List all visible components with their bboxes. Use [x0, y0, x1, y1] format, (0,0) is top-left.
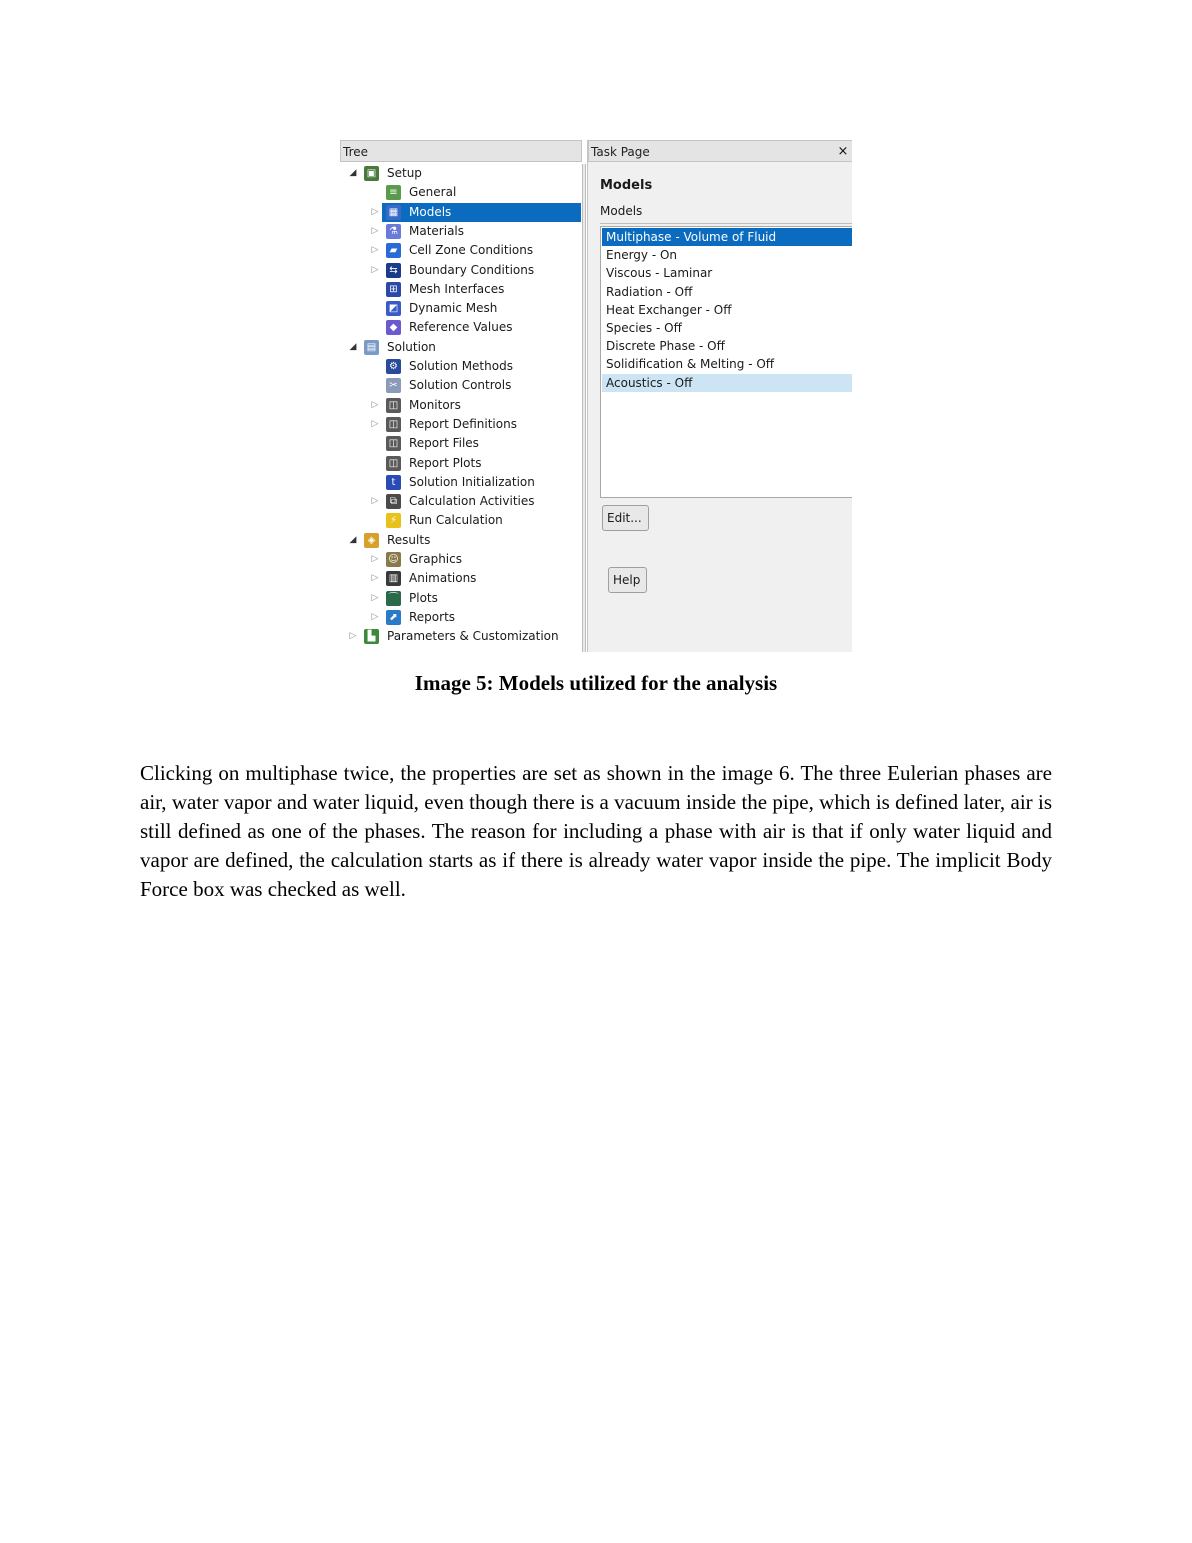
tree-item-label: Run Calculation	[409, 513, 503, 528]
parameters-icon: ▙	[364, 629, 379, 644]
reports-icon: ⬈	[386, 610, 401, 625]
tree-item-label: Solution Methods	[409, 359, 513, 373]
figure-caption: Image 5: Models utilized for the analysis	[414, 671, 778, 695]
expand-arrow-icon[interactable]: ▷	[371, 264, 379, 275]
tree-item-label: Mesh Interfaces	[409, 281, 505, 296]
tree-item-reports[interactable]	[340, 608, 582, 627]
tree-item-label: Models	[409, 204, 452, 219]
tree-item-label: Materials	[409, 223, 465, 238]
fluent-screenshot	[340, 140, 852, 652]
tree-item-calculation-activities[interactable]	[340, 492, 582, 511]
tree-item-label: Solution Initialization	[409, 474, 535, 489]
general-icon: ≡	[386, 185, 401, 200]
tree-item-solution-methods[interactable]	[340, 357, 582, 376]
tree-item-setup[interactable]	[340, 164, 582, 183]
tree-item-general[interactable]	[340, 183, 582, 202]
dynamic-mesh-icon: ◩	[386, 301, 401, 316]
panel-splitter[interactable]	[582, 164, 586, 652]
tree-item-report-files[interactable]	[340, 434, 582, 453]
tree-item-label: Report Files	[409, 436, 479, 451]
tree-body	[340, 164, 582, 652]
report-definitions-icon: ◫	[386, 417, 401, 432]
task-page-title: Models	[600, 178, 653, 193]
tree-item-label: Calculation Activities	[409, 494, 535, 509]
expand-arrow-icon[interactable]: ▷	[371, 206, 379, 217]
tree-item-label: Setup	[387, 166, 422, 180]
model-list-item[interactable]: Discrete Phase - Off	[606, 339, 725, 354]
tree-item-boundary-conditions[interactable]	[340, 261, 582, 280]
tree-item-label: Monitors	[409, 397, 461, 412]
tree-item-mesh-interfaces[interactable]	[340, 280, 582, 299]
expand-arrow-icon[interactable]: ▷	[371, 592, 379, 603]
tree-item-label: Cell Zone Conditions	[409, 243, 534, 258]
tree-item-label: Plots	[409, 590, 438, 605]
models-listbox[interactable]	[600, 226, 852, 498]
tree-item-cell-zone-conditions[interactable]	[340, 241, 582, 260]
tree-item-graphics[interactable]	[340, 550, 582, 569]
plots-icon: ⌒	[386, 591, 401, 606]
tree-panel	[340, 140, 582, 652]
tree-item-plots[interactable]	[340, 589, 582, 608]
boundary-icon: ⇆	[386, 263, 401, 278]
tree-item-reference-values[interactable]	[340, 318, 582, 337]
tree-item-report-definitions[interactable]	[340, 415, 582, 434]
cell-zone-icon: ▰	[386, 243, 401, 258]
task-page-panel	[587, 140, 852, 652]
reference-values-icon: ◆	[386, 320, 401, 335]
calculation-activities-icon: ⧉	[386, 494, 401, 509]
tree-item-label: Boundary Conditions	[409, 262, 535, 277]
models-group-label: Models	[600, 204, 643, 218]
collapse-arrow-icon[interactable]: ◢	[349, 168, 357, 178]
tree-item-label: Dynamic Mesh	[409, 301, 498, 316]
expand-arrow-icon[interactable]: ▷	[371, 225, 379, 236]
results-icon: ◈	[364, 533, 379, 548]
solution-initialization-icon: t	[386, 475, 401, 490]
expand-arrow-icon[interactable]: ▷	[349, 631, 357, 642]
close-icon[interactable]: ×	[837, 144, 849, 159]
mesh-interfaces-icon: ⊞	[386, 282, 401, 297]
model-list-item[interactable]: Multiphase - Volume of Fluid	[602, 228, 852, 246]
tree-item-solution[interactable]	[340, 338, 582, 357]
group-divider	[600, 223, 852, 224]
tree-item-label: Results	[387, 532, 431, 547]
tree-item-report-plots[interactable]	[340, 454, 582, 473]
models-icon: ▦	[386, 205, 401, 220]
tree-item-solution-controls[interactable]	[340, 376, 582, 395]
model-list-item[interactable]: Species - Off	[606, 321, 682, 335]
solution-controls-icon: ✂	[386, 378, 401, 393]
expand-arrow-icon[interactable]: ▷	[371, 496, 379, 507]
expand-arrow-icon[interactable]: ▷	[371, 554, 379, 564]
model-list-item[interactable]: Radiation - Off	[606, 284, 693, 299]
task-page-header-label: Task Page	[591, 145, 650, 159]
tree-item-label: Report Definitions	[409, 416, 517, 431]
tree-item-run-calculation[interactable]	[340, 511, 582, 530]
expand-arrow-icon[interactable]: ▷	[371, 245, 379, 256]
materials-icon: ⚗	[386, 224, 401, 239]
model-list-item[interactable]: Energy - On	[606, 248, 678, 263]
body-paragraph: Clicking on multiphase twice, the properties are set as shown in the image 6. The three Eulerian phases are air, water vapor and water liquid, even though there is a vacuum inside the pipe, which is defined later, air is still defined as one of the phases. The reason for including a phase with air is that if only water liquid and vapor are defined, the calculation starts as if there is already water vapor inside the pipe. The implicit Body Force box was checked as well.	[140, 761, 1052, 901]
tree-item-models[interactable]	[340, 203, 582, 222]
solution-icon: ▤	[364, 340, 379, 355]
report-plots-icon: ◫	[386, 456, 401, 471]
graphics-icon: ☺	[386, 552, 401, 567]
solution-methods-icon: ⚙	[386, 359, 401, 374]
help-button[interactable]: Help	[608, 567, 647, 593]
tree-item-results[interactable]	[340, 531, 582, 550]
model-list-item[interactable]: Viscous - Laminar	[606, 266, 713, 281]
monitors-icon: ◫	[386, 398, 401, 413]
tree-item-dynamic-mesh[interactable]	[340, 299, 582, 318]
tree-item-label: Parameters & Customization	[387, 629, 559, 644]
task-page-header	[588, 140, 852, 162]
expand-arrow-icon[interactable]: ▷	[371, 573, 379, 584]
tree-item-monitors[interactable]	[340, 396, 582, 415]
tree-item-label: Solution	[387, 339, 436, 354]
edit-button[interactable]: Edit...	[602, 505, 649, 531]
tree-item-animations[interactable]	[340, 569, 582, 588]
tree-header: Tree	[340, 140, 582, 162]
collapse-arrow-icon[interactable]: ◢	[349, 534, 357, 545]
setup-icon: ▣	[364, 166, 379, 181]
model-list-item[interactable]: Heat Exchanger - Off	[606, 302, 732, 317]
model-list-item[interactable]: Acoustics - Off	[602, 374, 852, 392]
tree-item-label: General	[409, 185, 457, 200]
tree-item-solution-initialization[interactable]	[340, 473, 582, 492]
collapse-arrow-icon[interactable]: ◢	[349, 341, 357, 352]
tree-item-label: Report Plots	[409, 455, 482, 470]
run-calculation-icon: ⚡	[386, 513, 401, 528]
tree-item-materials[interactable]	[340, 222, 582, 241]
tree-item-label: Animations	[409, 571, 477, 586]
tree-item-label: Solution Controls	[409, 378, 512, 393]
expand-arrow-icon[interactable]: ▷	[371, 399, 379, 410]
model-list-item[interactable]: Solidification & Melting - Off	[606, 357, 775, 372]
tree-item-label: Graphics	[409, 552, 462, 566]
animations-icon: ▥	[386, 571, 401, 586]
expand-arrow-icon[interactable]: ▷	[371, 611, 379, 622]
tree-item-parameters-customization[interactable]	[340, 627, 582, 646]
tree-item-label: Reference Values	[409, 320, 513, 335]
report-files-icon: ◫	[386, 436, 401, 451]
tree-item-label: Reports	[409, 609, 456, 624]
expand-arrow-icon[interactable]: ▷	[371, 418, 379, 429]
